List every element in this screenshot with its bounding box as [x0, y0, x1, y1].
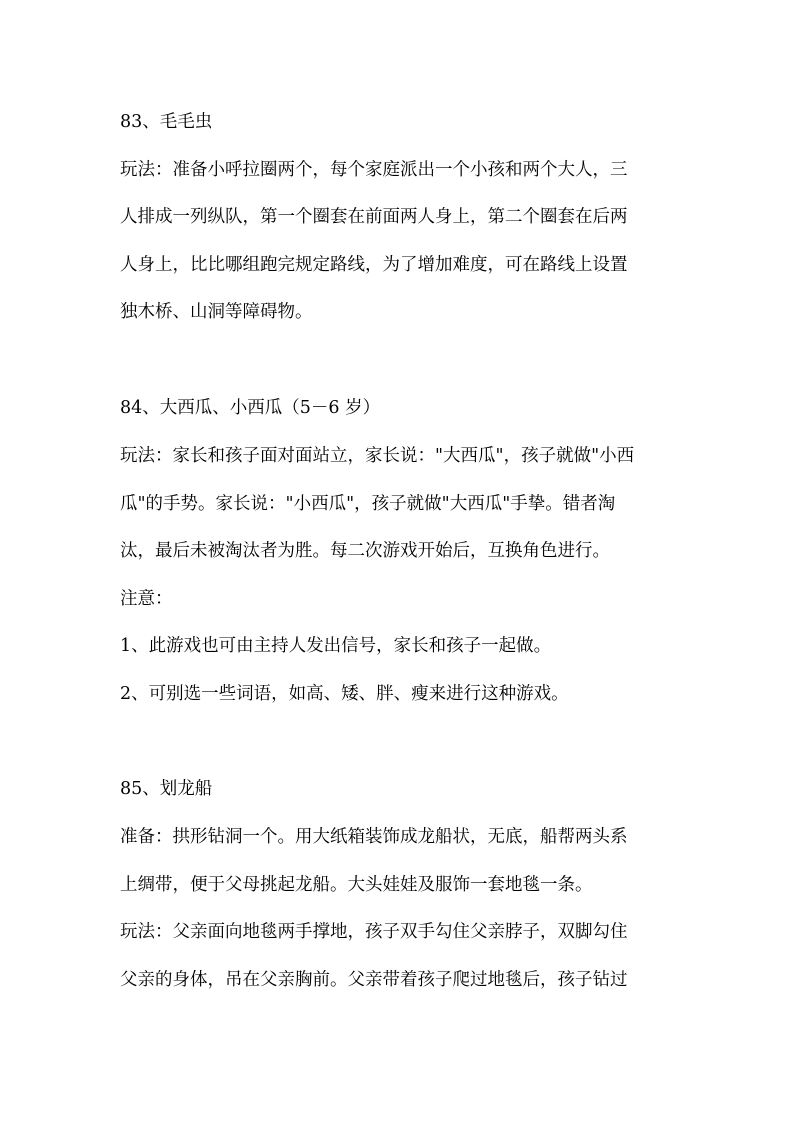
paragraph-line: 准备：拱形钻洞一个。用大纸箱装饰成龙船状，无底，船帮两头系 [120, 827, 628, 847]
section-title: 85、划龙船 [120, 779, 213, 799]
paragraph-line: 人身上，比比哪组跑完规定路线，为了增加难度，可在路线上设置 [120, 255, 628, 275]
note-heading: 注意： [120, 589, 173, 609]
paragraph-line: 玩法：父亲面向地毯两手撑地，孩子双手勾住父亲脖子，双脚勾住 [120, 922, 628, 942]
paragraph-line: 父亲的身体，吊在父亲胸前。父亲带着孩子爬过地毯后，孩子钻过 [120, 970, 628, 990]
paragraph-line: 人排成一列纵队，第一个圈套在前面两人身上，第二个圈套在后两 [120, 207, 628, 227]
section-title: 84、大西瓜、小西瓜（5－6 岁） [120, 398, 381, 418]
section-title: 83、毛毛虫 [120, 112, 213, 132]
paragraph-line: 玩法：准备小呼拉圈两个，每个家庭派出一个小孩和两个大人，三 [120, 160, 628, 180]
paragraph-line: 瓜"的手势。家长说："小西瓜"，孩子就做"大西瓜"手挚。错者淘 [120, 494, 616, 514]
note-item: 1、此游戏也可由主持人发出信号，家长和孩子一起做。 [120, 636, 552, 656]
paragraph-line: 独木桥、山洞等障碍物。 [120, 302, 313, 322]
note-item: 2、可别选一些词语，如高、矮、胖、瘦来进行这种游戏。 [120, 684, 569, 704]
paragraph-line: 汰，最后未被淘汰者为胜。每二次游戏开始后，互换角色进行。 [120, 541, 610, 561]
paragraph-line: 上绸带，便于父母挑起龙船。大头娃娃及服饰一套地毯一条。 [120, 875, 593, 895]
paragraph-line: 玩法：家长和孩子面对面站立，家长说："大西瓜"，孩子就做"小西 [120, 446, 635, 466]
